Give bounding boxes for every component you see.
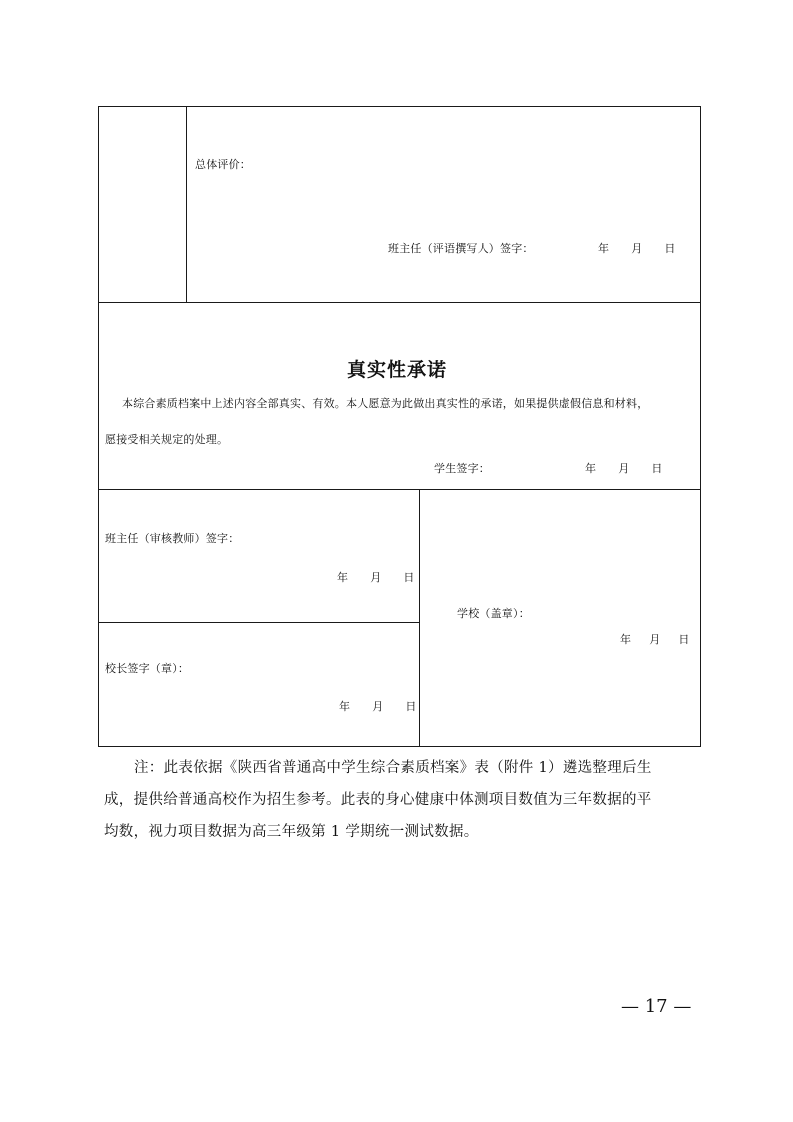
table-border-bottom	[98, 746, 701, 747]
review-teacher-signature-label: 班主任（审核教师）签字：	[105, 532, 240, 545]
date-year: 年	[598, 242, 610, 255]
overall-evaluation-label: 总体评价：	[195, 158, 251, 171]
date-day: 日	[405, 700, 417, 713]
date-day: 日	[664, 242, 676, 255]
note-line-1: 注：此表依据《陕西省普通高中学生综合素质档案》表（附件 1）遴选整理后生	[134, 760, 652, 776]
row-divider-2	[98, 489, 701, 490]
date-year: 年	[337, 571, 349, 584]
note-line-2: 成，提供给普通高校作为招生参考。此表的身心健康中体测项目数值为三年数据的平	[104, 792, 652, 808]
school-seal-date	[620, 631, 690, 647]
date-month: 月	[370, 571, 382, 584]
school-seal-label: 学校（盖章）：	[457, 607, 530, 620]
page-number: — 17 —	[621, 996, 692, 1017]
pledge-text-line-1: 本综合素质档案中上述内容全部真实、有效。本人愿意为此做出真实性的承诺，如果提供虚假信息和材料，	[122, 397, 649, 410]
principal-signature-label: 校长签字（章）：	[105, 662, 190, 675]
pledge-text-line-2: 愿接受相关规定的处理。	[105, 433, 229, 446]
table-border-right	[700, 106, 701, 747]
evaluation-date	[598, 240, 676, 256]
homeroom-teacher-signature-label: 班主任（评语撰写人）签字：	[388, 242, 534, 255]
principal-date	[339, 698, 417, 714]
date-month: 月	[372, 700, 384, 713]
date-day: 日	[651, 462, 663, 475]
date-year: 年	[585, 462, 597, 475]
row-divider-1	[98, 302, 701, 303]
note-paragraph	[104, 752, 704, 848]
approvals-divider	[419, 489, 420, 747]
date-day: 日	[678, 633, 690, 646]
table-border-left	[98, 106, 99, 747]
approvals-left-divider	[98, 622, 420, 623]
student-signature-label: 学生签字：	[434, 462, 490, 475]
pledge-title: 真实性承诺	[347, 359, 448, 381]
review-teacher-date	[337, 569, 415, 585]
table-border-top	[98, 106, 701, 107]
student-signature-date	[585, 460, 663, 476]
date-month: 月	[618, 462, 630, 475]
evaluation-divider	[186, 106, 187, 303]
note-line-3: 均数，视力项目数据为高三年级第 1 学期统一测试数据。	[104, 824, 479, 840]
date-year: 年	[620, 633, 632, 646]
date-month: 月	[631, 242, 643, 255]
date-month: 月	[649, 633, 661, 646]
date-year: 年	[339, 700, 351, 713]
date-day: 日	[403, 571, 415, 584]
